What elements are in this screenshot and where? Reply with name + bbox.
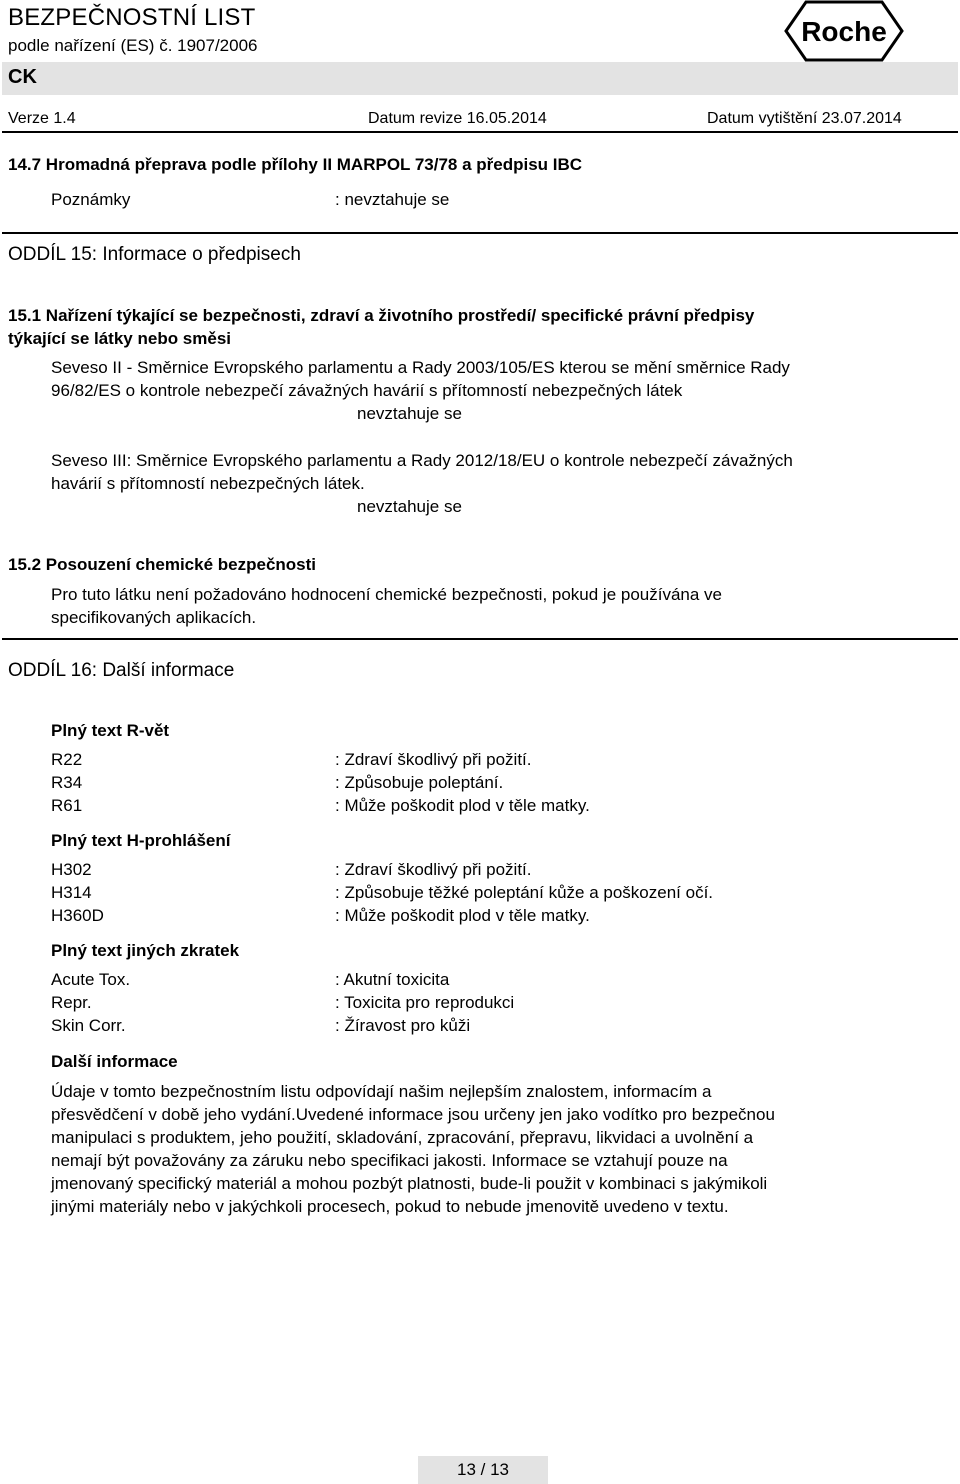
header-rule xyxy=(2,131,958,133)
h-code: H360D xyxy=(51,906,104,925)
h-text: : Může poškodit plod v těle matky. xyxy=(335,906,590,925)
remarks-label: Poznámky xyxy=(51,190,131,209)
seveso-ii-text: Seveso II - Směrnice Evropského parlamentu a Rady 2003/105/ES kterou se mění směrnice Rady 96/82/ES o kontrole nebezpečí závažných havárií s přítomností nebezpečných látek nevztahuje se xyxy=(51,358,790,423)
seveso-ii-value: nevztahuje se xyxy=(357,404,462,423)
h-text: : Zdraví škodlivý při požití. xyxy=(335,860,532,879)
abbr-code: Acute Tox. xyxy=(51,970,131,989)
chemical-safety-text: Pro tuto látku není požadováno hodnocení chemické bezpečnosti, pokud je používána ve specifikovaných aplikacích. xyxy=(51,585,723,627)
logo-wordmark: Roche xyxy=(801,16,887,47)
seveso-iii-value: nevztahuje se xyxy=(357,497,462,516)
roche-logo xyxy=(784,0,904,62)
further-info-text: Údaje v tomto bezpečnostním listu odpovídají našim nejlepším znalostem, informacím a přesvědčení v době jeho vydání.Uvedené informace jsou určeny jen jako vodítko pro bezpečnou manipulaci s produktem, jeho použití, skladování, zpracování, přepravu, likvidaci a uvolnění a nemají být považovány za záruku nebo specifikaci jakosti. Informace se vztahují pouze na jmenovaný specifický materiál a mohou pozbýt platnosti, bude-li použit v kombinaci s jakýmikoli jinými materiály nebo v jakýchkoli procesech, pokud to nebude jmenovitě uvedeno v textu. xyxy=(51,1082,775,1216)
abbr-text: : Akutní toxicita xyxy=(335,970,450,989)
section-15-2-heading: 15.2 Posouzení chemické bezpečnosti xyxy=(8,555,317,574)
h-code: H302 xyxy=(51,860,92,879)
h-code: H314 xyxy=(51,883,92,902)
abbr-code: Repr. xyxy=(51,993,92,1012)
print-date: Datum vytištění 23.07.2014 xyxy=(707,110,902,127)
document-title: BEZPEČNOSTNÍ LIST xyxy=(8,4,256,31)
r-text: : Způsobuje poleptání. xyxy=(335,773,504,792)
section-rule xyxy=(2,638,958,640)
abbreviations-heading: Plný text jiných zkratek xyxy=(51,941,240,960)
h-statements-heading: Plný text H-prohlášení xyxy=(51,831,231,850)
r-code: R34 xyxy=(51,773,83,792)
product-name: CK xyxy=(8,66,37,88)
abbr-text: : Toxicita pro reprodukci xyxy=(335,993,515,1012)
abbr-code: Skin Corr. xyxy=(51,1016,126,1035)
r-code: R22 xyxy=(51,750,83,769)
section-15-heading: ODDÍL 15: Informace o předpisech xyxy=(8,244,301,265)
r-phrases-heading: Plný text R-vět xyxy=(51,721,170,740)
page-number: 13 / 13 xyxy=(457,1460,509,1479)
section-15-1-heading: 15.1 Nařízení týkající se bezpečnosti, zdraví a životního prostředí/ specifické právní předpisy týkající se látky nebo směsi xyxy=(8,306,755,348)
section-rule xyxy=(2,232,958,234)
revision-date: Datum revize 16.05.2014 xyxy=(368,110,547,127)
abbr-text: : Žíravost pro kůži xyxy=(335,1016,471,1035)
section-14-7-heading: 14.7 Hromadná přeprava podle přílohy II MARPOL 73/78 a předpisu IBC xyxy=(8,155,583,174)
version: Verze 1.4 xyxy=(8,110,76,127)
further-info-heading: Další informace xyxy=(51,1052,178,1071)
product-bar xyxy=(2,62,958,95)
remarks-value: : nevztahuje se xyxy=(335,190,450,209)
r-code: R61 xyxy=(51,796,83,815)
r-text: : Může poškodit plod v těle matky. xyxy=(335,796,590,815)
r-text: : Zdraví škodlivý při požití. xyxy=(335,750,532,769)
h-text: : Způsobuje těžké poleptání kůže a poškození očí. xyxy=(335,883,714,902)
regulation-subtitle: podle nařízení (ES) č. 1907/2006 xyxy=(8,36,258,55)
section-16-heading: ODDÍL 16: Další informace xyxy=(8,660,235,681)
seveso-iii-text: Seveso III: Směrnice Evropského parlamentu a Rady 2012/18/EU o kontrole nebezpečí závažných havárií s přítomností nebezpečných látek. nevztahuje se xyxy=(51,451,793,516)
